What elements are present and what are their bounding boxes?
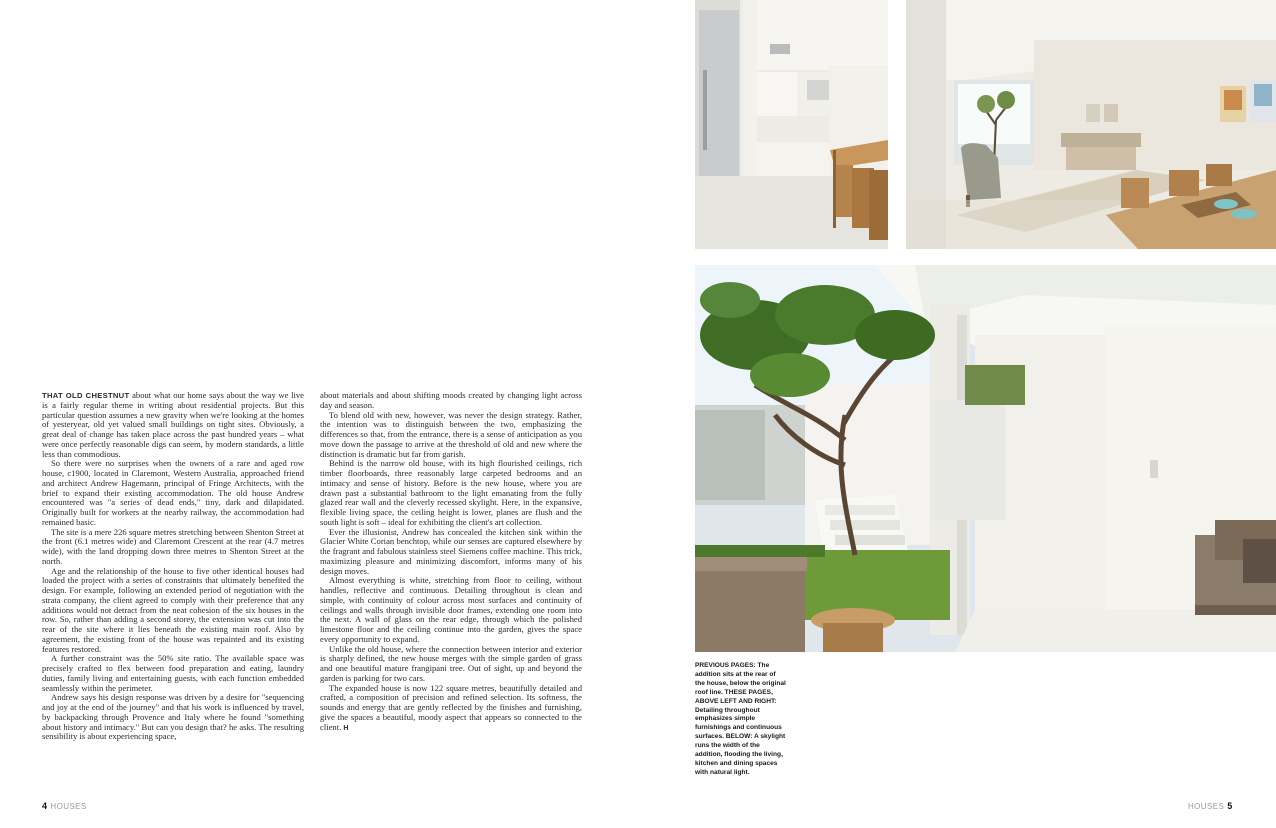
paragraph <box>42 391 304 459</box>
right-page <box>638 0 1276 828</box>
section-name: HOUSES <box>50 801 87 811</box>
living-room-illustration <box>906 0 1276 249</box>
page-number: 5 <box>1227 801 1233 811</box>
courtyard-photo <box>695 265 1276 652</box>
paragraph: Unlike the old house, where the connection between interior and exterior is sharply defined, the new house merges with the simple garden of grass and one beautiful mature frangipani tree. Out of sight, up and beyond the garden is parking for two cars. <box>320 643 582 683</box>
lead-in: THAT OLD CHESTNUT <box>42 391 130 400</box>
paragraph: Age and the relationship of the house to five other identical houses had loaded the project with a series of constraints that ultimately benefited the design. For example, following an extended period of negotiation with the strata company, the client agreed to comply with their preference that any additions would not detract from the neat cohesion of the six houses in the row. So, rather than adding a second storey, the extension was cut into the rear of the site where it lies beneath the existing main roof. Also by agreement, the existing front of the house was repainted and its existing features restored. <box>42 565 304 654</box>
paragraph: Ever the illusionist, Andrew has concealed the kitchen sink within the Glacier White Corian benchtop, while our senses are captured elsewhere by the fragrant and fabulous stainless steel Siemens coffee machine. This trick, maximizing pleasure and minimizing discomfort, informs many of his design moves. <box>320 526 582 576</box>
page-number: 4 <box>42 801 48 811</box>
paragraph: Almost everything is white, stretching from floor to ceiling, without handles, reflective and continuous. Detailing throughout is clean and simple, with continuity of colour across most surfaces and continuity of ceilings and walls through invisible door frames, extending one room into the next. A wall of glass on the rear edge, through which the polished limestone floor and the ceiling continue into the garden, gives the space every opportunity to expand. <box>320 575 582 644</box>
paragraph: Behind is the narrow old house, with its high flourished ceilings, rich timber floorboards, three reasonably large carpeted bedrooms and an intimacy and sense of history. Before is the new house, where you are drawn past a substantial bathroom to the light emanating from the fully glazed rear wall and the cleverly recessed skylight. Here, in the expansive, flexible living space, the ceiling height is lower, planes are flush and the south light is soft – ideal for exhibiting the client's art collection. <box>320 458 582 527</box>
paragraph: To blend old with new, however, was never the design strategy. Rather, the intention was to distinguish between the two, emphasizing the differences so that, from the entrance, there is a sense of anticipation as you move down the passage to arrive at the threshold of old and new where the distinction is dramatic but far from garish. <box>320 409 582 459</box>
paragraph-text: The expanded house is now 122 square metres, beautifully detailed and crafted, a composition of precision and refined selection. Its softness, the sounds and energy that are gently reflected by the finishes and furnishing, give the spaces a beautiful, moody aspect that appears so connected to the client. <box>320 682 582 732</box>
paragraph: The site is a mere 226 square metres stretching between Shenton Street at the front (6.1 metres wide) and Claremont Crescent at the rear (4.7 metres wide), with the land dropping down three metres to Shenton Street at the north. <box>42 526 304 566</box>
paragraph: about materials and about shifting moods created by changing light across day and season. <box>320 390 582 410</box>
paragraph: So there were no surprises when the owners of a rare and aged row house, c1900, located in Claremont, Western Australia, approached friend and architect Andrew Hagemann, principal of Fringe Architects, with the brief to expand their existing accommodation. The old house Andrew encountered was "a series of dead ends," tiny, dark and dilapidated. Originally built for workers at the nearby railway, the accommodation had remained basic. <box>42 458 304 527</box>
text-column-1 <box>42 391 304 742</box>
photo-caption: PREVIOUS PAGES: The addition sits at the rear of the house, below the original roof line. THESE PAGES, ABOVE LEFT AND RIGHT: Detailing throughout emphasizes simple furnishings and continuous surfaces. BELOW: A skylight runs the width of the addition, flooding the living, kitchen and dining spaces with natural light. <box>695 662 786 776</box>
folio-left <box>42 801 87 811</box>
kitchen-illustration <box>695 0 888 249</box>
folio-right <box>1188 801 1233 811</box>
courtyard-illustration <box>695 265 1276 652</box>
paragraph-text: about what our home says about the way we live is a fairly regular theme in writing about residential projects. But this particular question assumes a new gravity when we're looking at the homes of yesteryear, old yet valued small buildings on tight sites. Obviously, a great deal of change has taken place across the past hundred years – what were once perfectly reasonable digs can seem, by modern standards, a little less than commodious. <box>42 390 304 459</box>
end-mark: H <box>343 724 349 732</box>
paragraph <box>320 684 582 734</box>
kitchen-photo <box>695 0 888 249</box>
paragraph: A further constraint was the 50% site ratio. The available space was precisely crafted to flex between food preparation and eating, laundry duties, family living and entertaining guests, with each function embedded seamlessly within the perimeter. <box>42 653 304 693</box>
text-column-2 <box>320 391 582 733</box>
paragraph: Andrew says his design response was driven by a desire for "sequencing and joy at the end of the journey" and that his work is influenced by travel, by backpacking through Provence and Italy where he found "something about history and intimacy." But can you design that? he asks. The resulting sensibility is about experiencing space, <box>42 692 304 742</box>
living-room-photo <box>906 0 1276 249</box>
section-name: HOUSES <box>1188 801 1225 811</box>
